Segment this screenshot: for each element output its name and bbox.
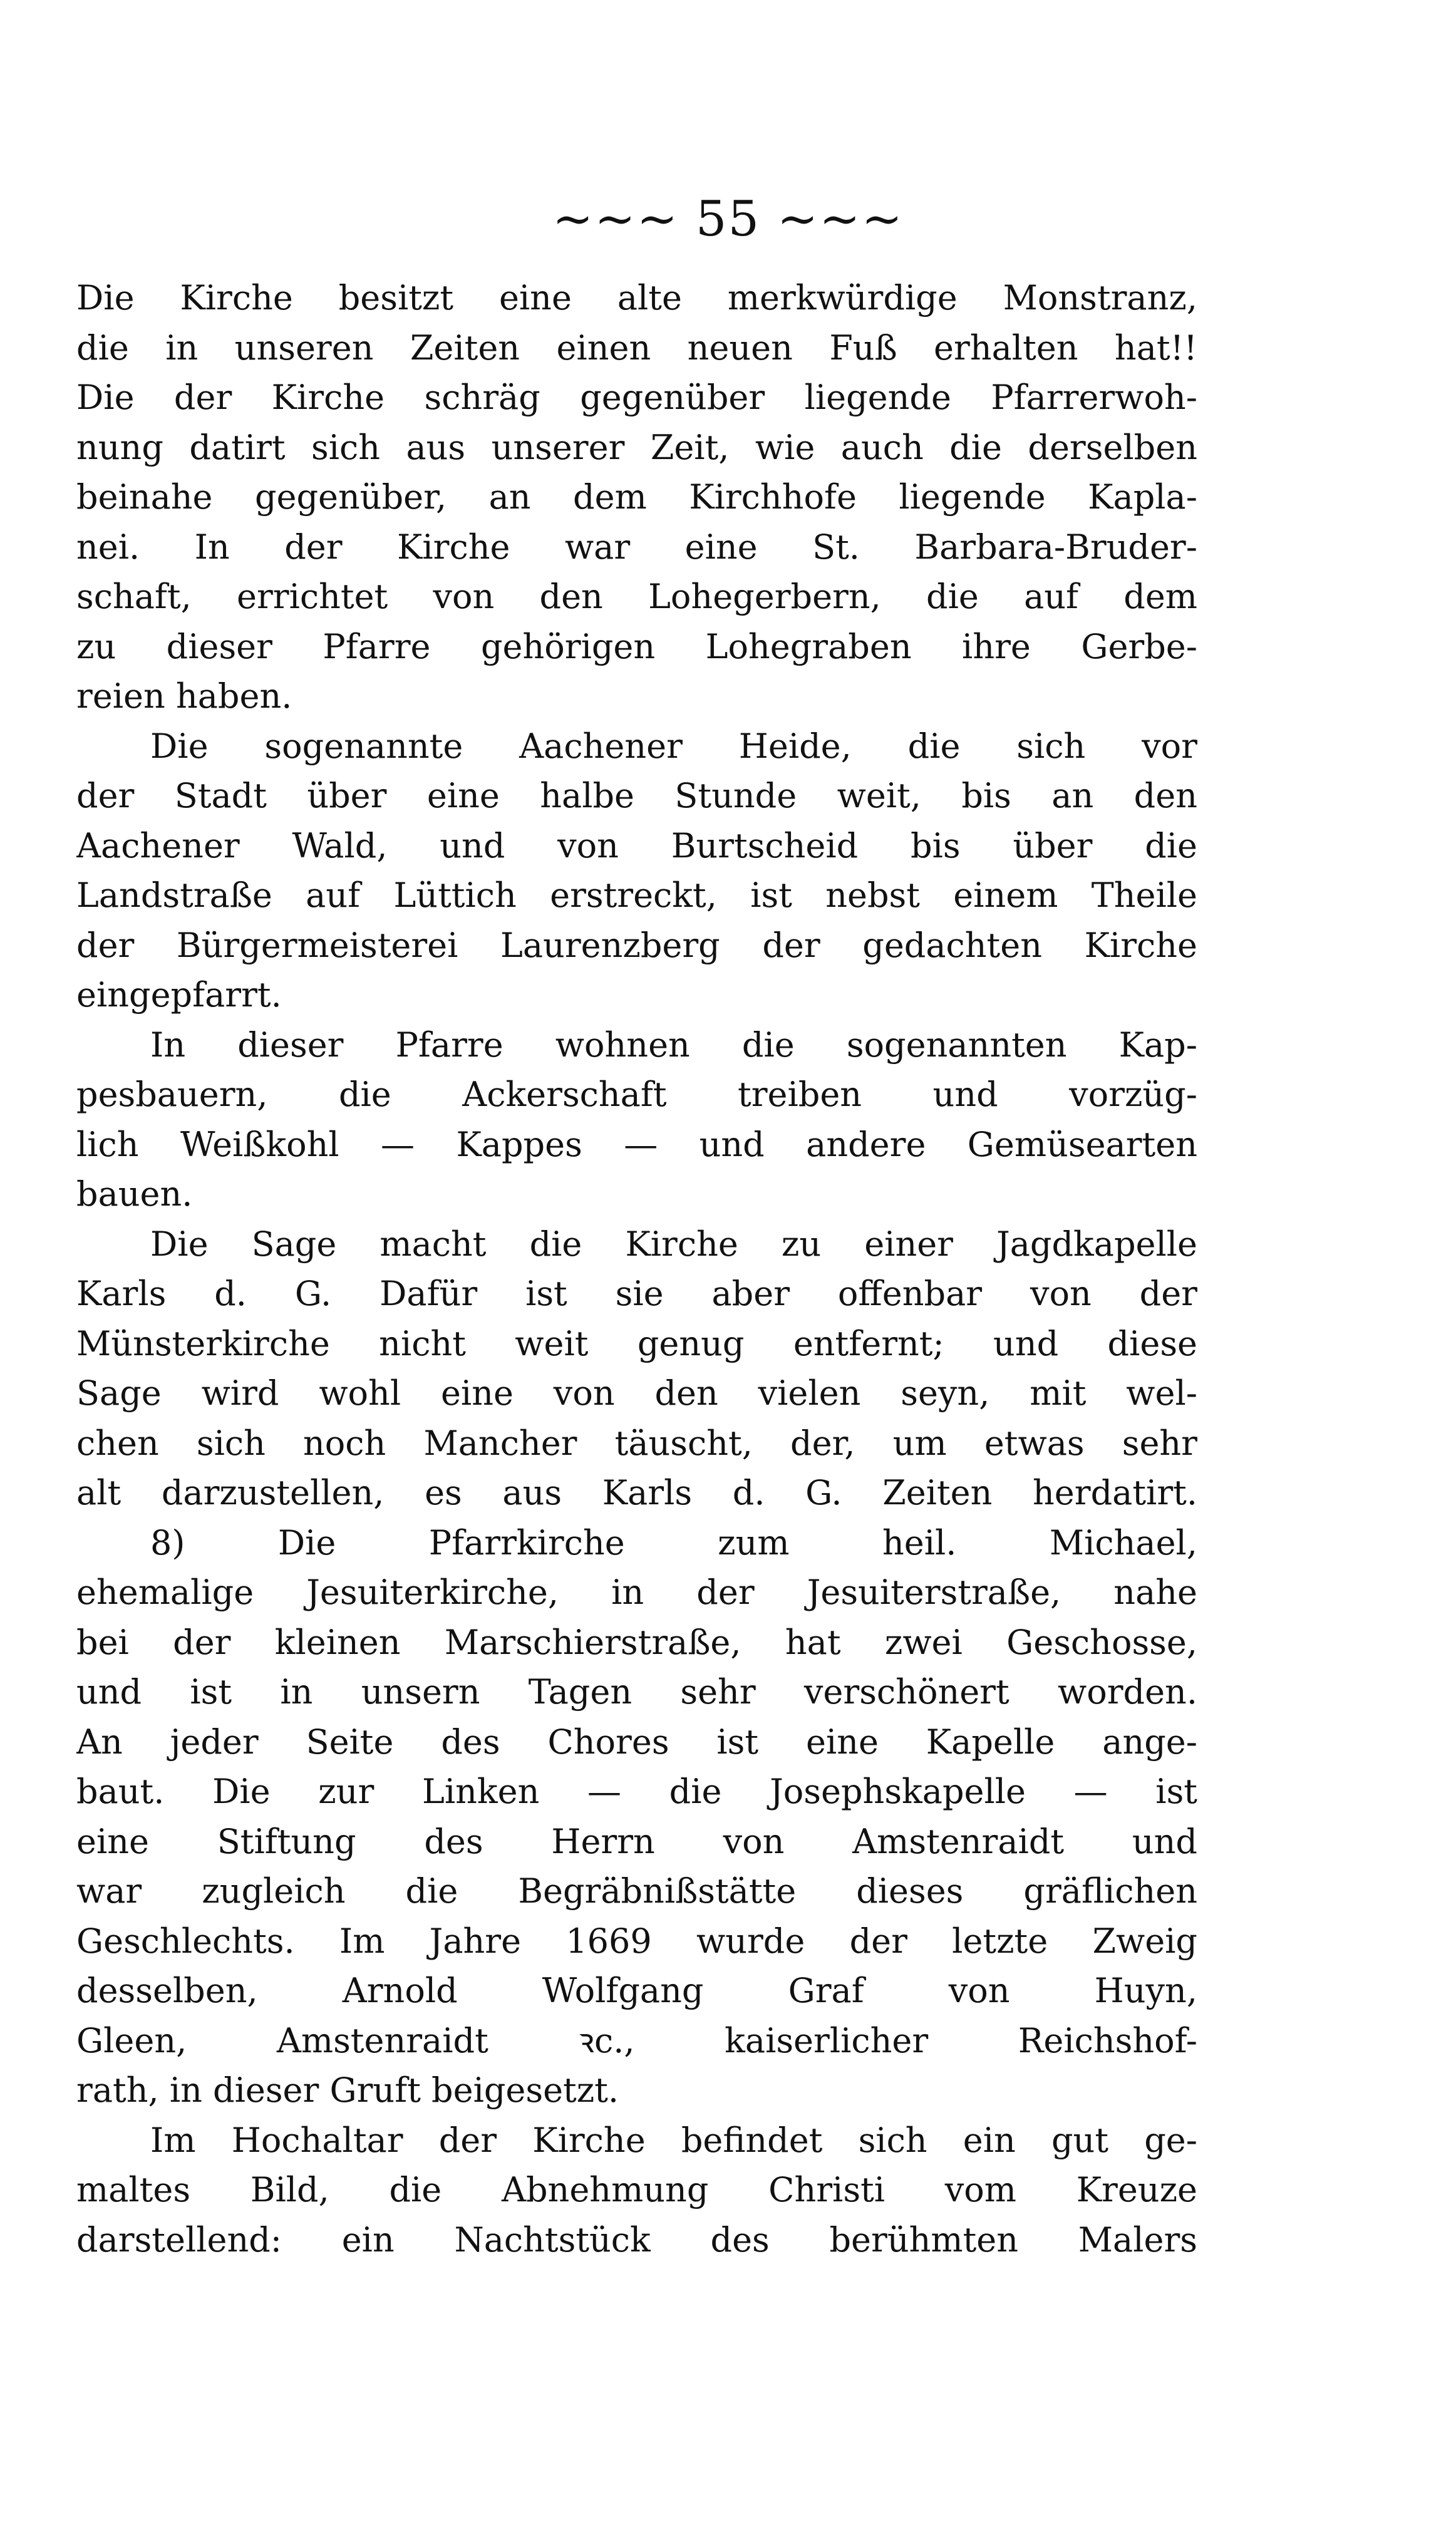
text-line: nung datirt sich aus unserer Zeit, wie auch die derselben xyxy=(76,427,1197,467)
text-line: nei. In der Kirche war eine St. Barbara-Bruder- xyxy=(76,527,1197,567)
text-line: eine Stiftung des Herrn von Amstenraidt und xyxy=(76,1821,1197,1861)
text-line: bei der kleinen Marschierstraße, hat zwei Geschosse, xyxy=(76,1622,1197,1662)
text-line: baut. Die zur Linken — die Josephskapelle — ist xyxy=(76,1772,1197,1811)
text-line: lich Weißkohl — Kappes — und andere Gemüsearten xyxy=(76,1124,1197,1164)
text-line: Landstraße auf Lüttich erstreckt, ist nebst einem Theile xyxy=(76,876,1197,915)
page-header: ~~~ 55 ~~~ xyxy=(552,191,904,247)
text-line: darstellend: ein Nachtstück des berühmten Malers xyxy=(76,2220,1197,2260)
text-line: war zugleich die Begräbnißstätte dieses gräflichen xyxy=(76,1871,1197,1911)
text-line: Karls d. G. Dafür ist sie aber offenbar von der xyxy=(76,1274,1197,1313)
text-line: rath, in dieser Gruft beigesetzt. xyxy=(76,2070,619,2110)
body-text xyxy=(76,273,1197,2265)
text-line: An jeder Seite des Chores ist eine Kapelle ange- xyxy=(76,1722,1197,1762)
text-line: Die Sage macht die Kirche zu einer Jagdkapelle xyxy=(150,1224,1197,1264)
text-line: Gleen, Amstenraidt ꝛc., kaiserlicher Reichshof- xyxy=(76,2020,1197,2060)
text-line: Münsterkirche nicht weit genug entfernt; und diese xyxy=(76,1323,1197,1363)
text-line: alt darzustellen, es aus Karls d. G. Zeiten herdatirt. xyxy=(76,1473,1197,1512)
text-line: In dieser Pfarre wohnen die sogenannten Kap- xyxy=(150,1025,1197,1065)
text-line: Geschlechts. Im Jahre 1669 wurde der letzte Zweig xyxy=(76,1921,1197,1961)
text-line: Sage wird wohl eine von den vielen seyn, mit wel- xyxy=(76,1373,1197,1413)
text-line: Die sogenannte Aachener Heide, die sich vor xyxy=(150,726,1197,766)
text-line: chen sich noch Mancher täuscht, der, um etwas sehr xyxy=(76,1423,1197,1463)
text-line: und ist in unsern Tagen sehr verschönert worden. xyxy=(76,1672,1197,1712)
text-line: der Stadt über eine halbe Stunde weit, bis an den xyxy=(76,776,1197,815)
text-line: Im Hochaltar der Kirche befindet sich ein gut ge- xyxy=(150,2120,1197,2160)
text-line: pesbauern, die Ackerschaft treiben und vorzüg- xyxy=(76,1075,1197,1114)
text-line: die in unseren Zeiten einen neuen Fuß erhalten hat!! xyxy=(76,328,1197,368)
text-line: eingepfarrt. xyxy=(76,975,282,1015)
text-line: zu dieser Pfarre gehörigen Lohegraben ihre Gerbe- xyxy=(76,626,1197,666)
text-line: Die Kirche besitzt eine alte merkwürdige Monstranz, xyxy=(76,278,1197,318)
text-line: reien haben. xyxy=(76,676,292,716)
text-line: beinahe gegenüber, an dem Kirchhofe liegende Kapla- xyxy=(76,477,1197,517)
text-line: maltes Bild, die Abnehmung Christi vom Kreuze xyxy=(76,2170,1197,2209)
text-line: der Bürgermeisterei Laurenzberg der gedachten Kirche xyxy=(76,925,1197,965)
text-line: 8) Die Pfarrkirche zum heil. Michael, xyxy=(150,1522,1197,1563)
text-line: bauen. xyxy=(76,1174,193,1214)
text-line: ehemalige Jesuiterkirche, in der Jesuiterstraße, nahe xyxy=(76,1573,1197,1612)
text-line: Die der Kirche schräg gegenüber liegende Pfarrerwoh- xyxy=(76,378,1197,417)
text-line: schaft, errichtet von den Lohegerbern, die auf dem xyxy=(76,577,1197,616)
text-line: desselben, Arnold Wolfgang Graf von Huyn, xyxy=(76,1971,1197,2010)
text-line: Aachener Wald, und von Burtscheid bis über die xyxy=(76,825,1197,866)
